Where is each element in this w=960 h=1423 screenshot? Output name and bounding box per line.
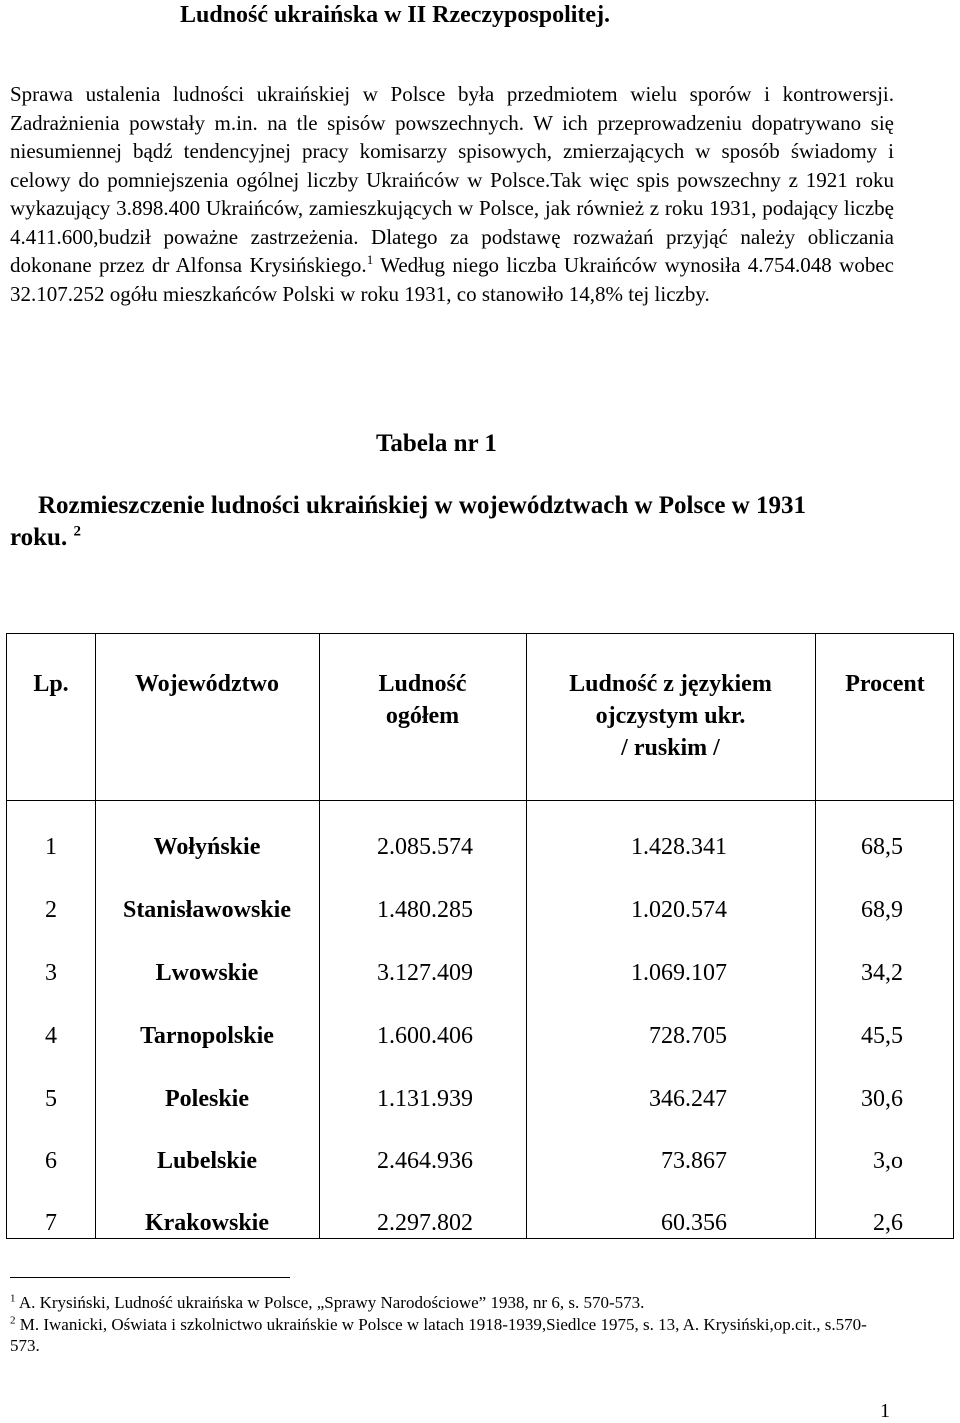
cell-jezyk: 1.428.341 [631,834,727,860]
cell-jezyk: 346.247 [649,1086,727,1112]
intro-text-2: Według niego liczba Ukraińców wynosiła 4.754.048 wobec 32.107.252 ogółu mieszkańców Polski w roku 1931, co stanowiło 14,8% tej liczby. [10,253,894,306]
footnote-1-number: 1 [10,1292,16,1305]
cell-ogolem: 1.600.406 [377,1023,473,1049]
table-number: Tabela nr 1 [376,430,497,457]
cell-lp: 5 [45,1086,57,1112]
cell-lp: 1 [45,834,57,860]
header-ludnosc-jezyk-line1: Ludność z językiem [569,671,772,697]
cell-ogolem: 1.131.939 [377,1086,473,1112]
cell-jezyk: 1.069.107 [631,960,727,986]
cell-wojewodztwo: Wołyńskie [153,834,261,860]
page-title: Ludność ukraińska w II Rzeczypospolitej. [180,2,611,28]
cell-lp: 6 [45,1148,57,1174]
table-title-line1: Rozmieszczenie ludności ukraińskiej w województwach w Polsce w 1931 [38,492,806,519]
cell-wojewodztwo: Poleskie [165,1086,249,1112]
header-ludnosc-ogolem [319,668,526,732]
footnote-ref-2: 2 [73,523,81,540]
table-title-line2: roku. [10,524,68,551]
cell-wojewodztwo: Krakowskie [144,1210,269,1236]
footnote-ref-1: 1 [366,252,374,267]
header-ludnosc-ogolem-line1: Ludność [378,671,467,697]
cell-ogolem: 3.127.409 [377,960,473,986]
intro-text-1: Sprawa ustalenia ludności ukraińskiej w Polsce była przedmiotem wielu sporów i kontrowersji. Zadrażnienia powstały m.in. na tle spisów powszechnych. W ich przeprowadzeniu dopatrywano się niesumiennej bądź tendencyjnej pracy komisarzy spisowych, zmierzających w sposób świadomy i celowy do pomniejszenia ogólnej liczby Ukraińców w Polsce.Tak więc spis powszechny z 1921 roku wykazujący 3.898.400 Ukraińców, zamieszkujących w Polsce, jak również z roku 1931, podający liczbę 4.411.600,budził poważne zastrzeżenia. Dlatego za podstawę rozważań przyjąć należy obliczania dokonane przez dr Alfonsa Krysińskiego. [10,82,894,277]
cell-procent: 34,2 [861,960,903,986]
footnote-separator [10,1277,290,1278]
footnote-2-number: 2 [10,1314,16,1327]
cell-procent: 2,6 [873,1210,903,1236]
table-title [10,490,910,554]
cell-ogolem: 1.480.285 [377,897,473,923]
header-ludnosc-ogolem-line2: ogółem [385,703,460,729]
footnote-1-text: A. Krysiński, Ludność ukraińska w Polsce, „Sprawy Narodościowe” 1938, nr 6, s. 570-573. [18,1293,645,1312]
cell-procent: 68,5 [861,834,903,860]
cell-procent: 30,6 [861,1086,903,1112]
footnote-2 [10,1314,890,1356]
cell-jezyk: 60.356 [661,1210,727,1236]
cell-procent: 45,5 [861,1023,903,1049]
cell-jezyk: 1.020.574 [631,897,727,923]
header-procent: Procent [845,671,925,697]
header-divider [7,800,953,801]
cell-wojewodztwo: Stanisławowskie [122,897,292,923]
page-number: 1 [880,1400,890,1422]
cell-lp: 4 [45,1023,57,1049]
cell-lp: 7 [45,1210,57,1236]
cell-wojewodztwo: Lubelskie [156,1148,258,1174]
header-lp: Lp. [33,671,69,697]
cell-lp: 3 [45,960,57,986]
population-table [6,633,954,1239]
header-wojewodztwo: Województwo [135,671,279,697]
header-ludnosc-jezyk-line2: ojczystym ukr. [595,703,746,729]
cell-jezyk: 728.705 [649,1023,727,1049]
footnote-2-text: M. Iwanicki, Oświata i szkolnictwo ukraińskie w Polsce w latach 1918-1939,Siedlce 1975, s. 13, A. Krysiński,op.cit., s.570-573. [10,1315,867,1355]
cell-procent: 3,o [873,1148,903,1174]
cell-wojewodztwo: Tarnopolskie [140,1023,274,1049]
footnote-1 [10,1292,890,1313]
cell-lp: 2 [45,897,57,923]
cell-ogolem: 2.464.936 [377,1148,473,1174]
header-ludnosc-jezyk-line3: / ruskim / [621,735,720,761]
cell-ogolem: 2.085.574 [377,834,473,860]
cell-ogolem: 2.297.802 [377,1210,473,1236]
cell-wojewodztwo: Lwowskie [155,960,259,986]
intro-paragraph [10,80,894,308]
cell-procent: 68,9 [861,897,903,923]
cell-jezyk: 73.867 [661,1148,727,1174]
header-ludnosc-jezyk [526,668,815,764]
